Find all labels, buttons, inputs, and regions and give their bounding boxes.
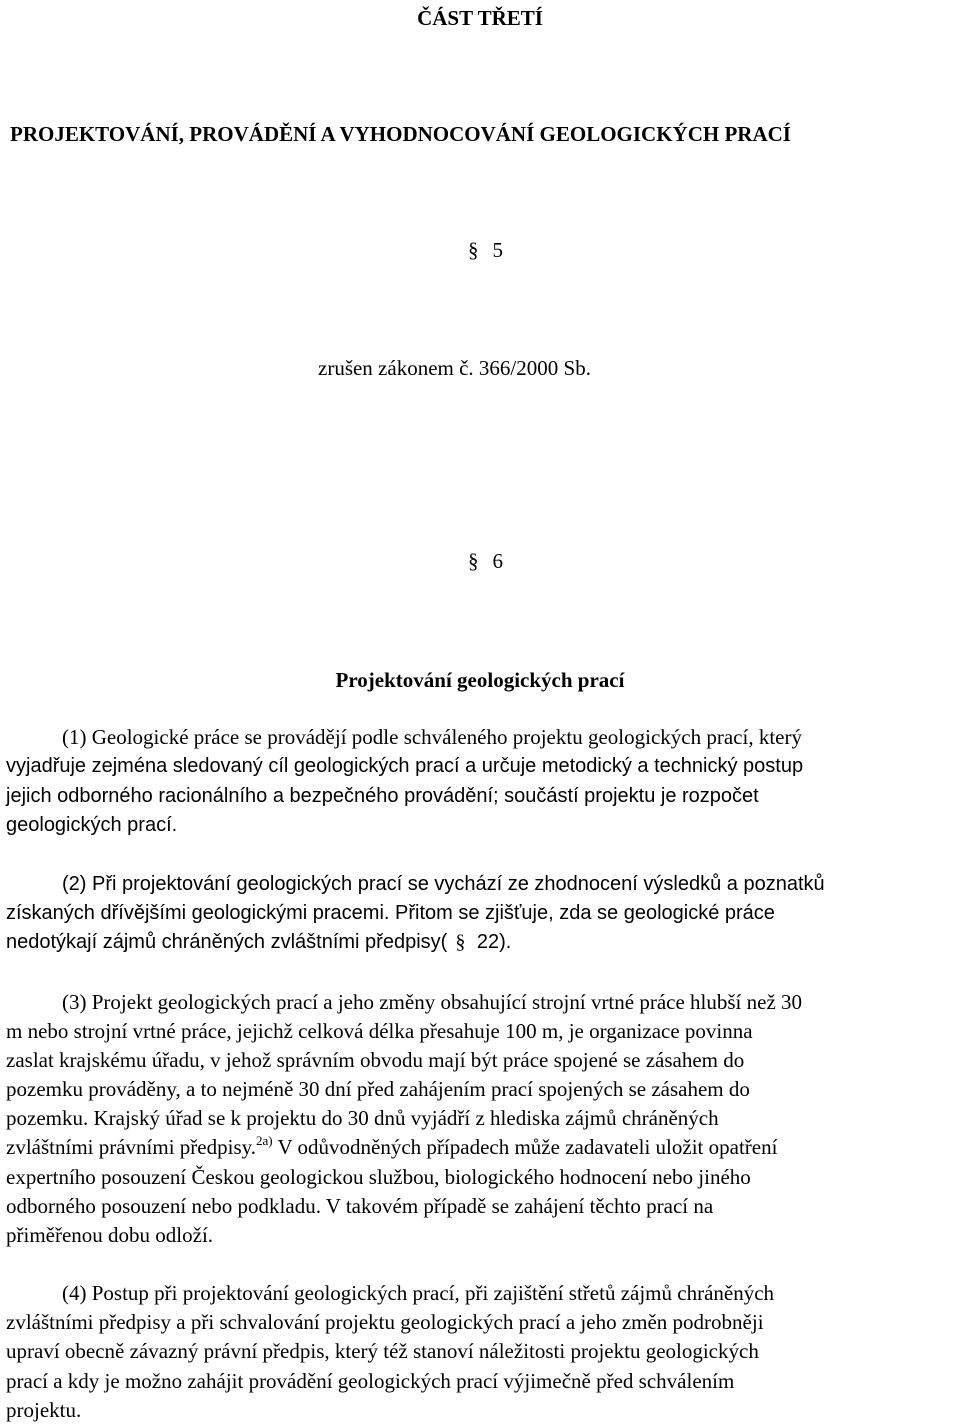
- part-heading: PROJEKTOVÁNÍ, PROVÁDĚNÍ A VYHODNOCOVÁNÍ GEOLOGICKÝCH PRACÍ: [10, 122, 791, 146]
- footnote-reference: 2a): [256, 1133, 273, 1148]
- paragraph-line: zaslat krajskému úřadu, v jehož správním obvodu mají být práce spojené se zásahem do: [6, 1048, 745, 1072]
- paragraph-line: projektu.: [6, 1398, 82, 1422]
- section-5-number: 5: [492, 238, 503, 262]
- section-sign-icon: §: [455, 931, 466, 953]
- section-sign-icon: §: [468, 549, 479, 573]
- paragraph-line: (2) Při projektování geologických prací se vychází ze zhodnocení výsledků a poznatků: [62, 873, 825, 895]
- paragraph-line: geologických prací.: [6, 814, 178, 836]
- paragraph-line: vyjadřuje zejména sledovaný cíl geologických prací a určuje metodický a technický postup: [6, 755, 804, 777]
- paragraph-line: pozemku prováděny, a to nejméně 30 dní před zahájením prací spojených se zásahem do: [6, 1077, 750, 1101]
- paragraph-line: odborného posouzení nebo podkladu. V takovém případě se zahájení těchto prací na: [6, 1194, 714, 1218]
- part-title: ČÁST TŘETÍ: [417, 6, 543, 30]
- paragraph-line: přiměřenou dobu odloží.: [6, 1223, 214, 1247]
- paragraph-line: jejich odborného racionálního a bezpečného provádění; součástí projektu je rozpočet: [6, 785, 759, 807]
- paragraph-line: m nebo strojní vrtné práce, jejichž celková délka přesahuje 100 m, je organizace povinna: [6, 1019, 753, 1043]
- paragraph-line: (4) Postup při projektování geologických prací, při zajištění střetů zájmů chráněných: [62, 1281, 775, 1305]
- paragraph-line: zvláštními předpisy a při schvalování projektu geologických prací a jeho změn podrobněji: [6, 1310, 764, 1334]
- section-sign-icon: §: [468, 238, 479, 262]
- paragraph-line: [6, 1133, 778, 1159]
- section-6-number: 6: [492, 549, 503, 573]
- paragraph-text: V odůvodněných případech může zadavateli uložit opatření: [272, 1135, 778, 1159]
- paragraph-line: expertního posouzení Českou geologickou službou, biologického hodnocení nebo jiného: [6, 1165, 751, 1189]
- section-5-text: zrušen zákonem č. 366/2000 Sb.: [318, 356, 591, 380]
- paragraph-line: pozemku. Krajský úřad se k projektu do 30 dnů vyjádří z hlediska zájmů chráněných: [6, 1106, 719, 1130]
- paragraph-line: (3) Projekt geologických prací a jeho změny obsahující strojní vrtné práce hlubší než 30: [62, 990, 803, 1014]
- paragraph-text: nedotýkají zájmů chráněných zvláštními předpisy(: [6, 931, 448, 953]
- section-5-heading: [468, 240, 503, 261]
- paragraph-line: [6, 932, 511, 952]
- section-6-title: Projektování geologických prací: [335, 668, 625, 692]
- paragraph-line: upraví obecně závazný právní předpis, který též stanoví náležitosti projektu geologických: [6, 1339, 759, 1363]
- paragraph-line: prací a kdy je možno zahájit provádění geologických prací výjimečně před schválením: [6, 1369, 735, 1393]
- paragraph-text: 22).: [471, 931, 512, 953]
- paragraph-line: (1) Geologické práce se provádějí podle schváleného projektu geologických prací, který: [62, 725, 802, 749]
- paragraph-line: získaných dřívějšími geologickými pracemi. Přitom se zjišťuje, zda se geologické práce: [6, 902, 775, 924]
- paragraph-text: zvláštními právními předpisy.: [6, 1135, 257, 1159]
- section-6-heading: [468, 551, 503, 572]
